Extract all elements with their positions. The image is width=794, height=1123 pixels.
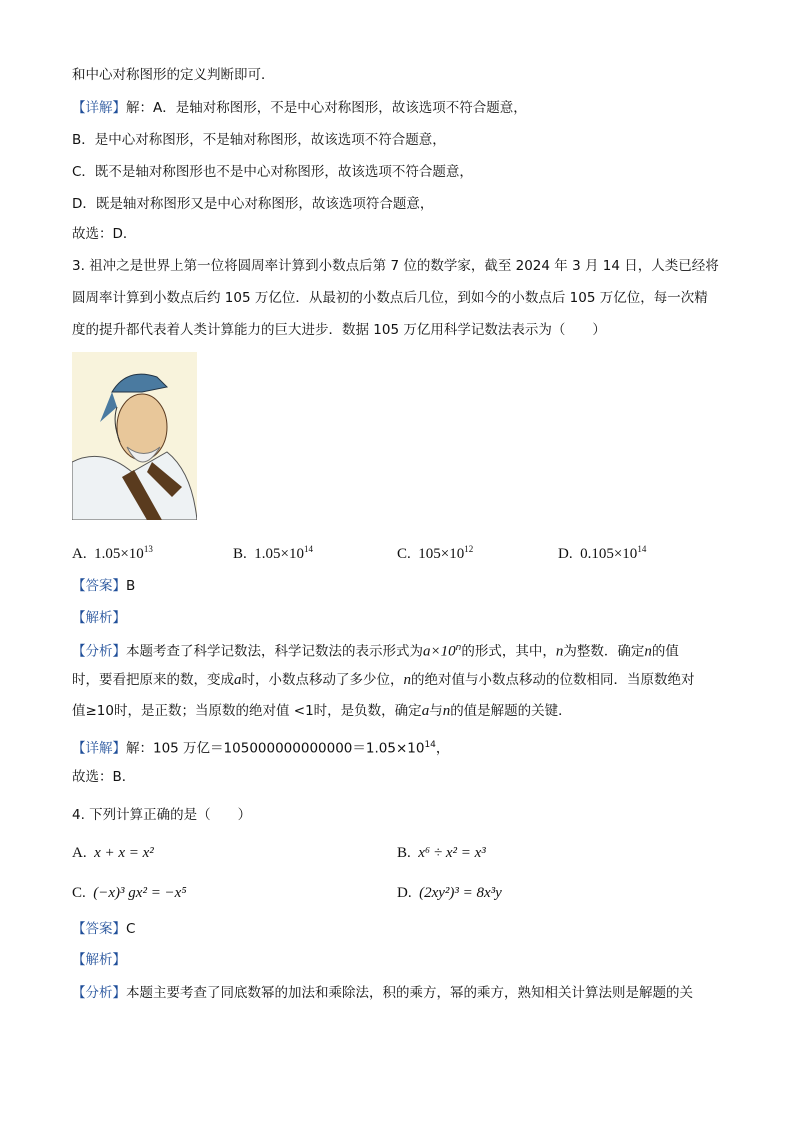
option-b[interactable] xyxy=(397,844,486,862)
text-line: D．既是轴对称图形又是中心对称图形，故该选项符合题意， xyxy=(72,196,434,212)
text: 的形式，其中， xyxy=(461,643,556,660)
option-a[interactable] xyxy=(72,844,154,862)
exponent: 14 xyxy=(303,544,313,554)
option-label: A. xyxy=(72,546,87,562)
text: 为整数．确定 xyxy=(563,643,645,660)
exponent: 12 xyxy=(464,544,474,554)
fenxi-tag: 【分析】 xyxy=(72,985,126,1001)
text: 本题主要考查了同底数幂的加法和乘除法，积的乘方，幂的乘方，熟知相关计算法则是解题的关 xyxy=(126,985,693,1001)
detail-line xyxy=(72,99,527,117)
text-line: B．是中心对称图形，不是轴对称图形，故该选项不符合题意， xyxy=(72,132,446,148)
analysis-line xyxy=(72,671,695,689)
option-label: D. xyxy=(558,546,573,562)
text: 的值是解题的关键． xyxy=(450,703,572,719)
text: 值≥10时，是正数；当原数的绝对值 <1时，是负数，确定 xyxy=(72,703,422,719)
answer-value: B xyxy=(126,578,136,594)
text: 解：105 万亿＝105000000000000＝1.05×10 xyxy=(126,740,425,757)
analysis-line xyxy=(72,984,693,1002)
q4-answer xyxy=(72,920,135,938)
exponent: 13 xyxy=(143,544,153,554)
option-label: C. xyxy=(72,885,86,901)
var: a xyxy=(421,703,430,719)
q3-answer xyxy=(72,577,135,595)
var: n xyxy=(644,643,652,660)
detail-tag: 【详解】 xyxy=(72,100,126,116)
detail-tag: 【详解】 xyxy=(72,740,126,757)
option-label: B. xyxy=(397,845,411,861)
option-value: (2xy²)³ = 8x³y xyxy=(419,885,502,901)
formula: a×10 xyxy=(423,643,456,660)
option-label: B. xyxy=(233,546,247,562)
answer-tag: 【答案】 xyxy=(72,921,126,937)
detail-line xyxy=(72,736,449,758)
option-value: 105×10 xyxy=(418,546,465,562)
text: ， xyxy=(435,740,450,757)
answer-tag: 【答案】 xyxy=(72,578,126,594)
q3-stem: 圆周率计算到小数点后约 105 万亿位．从最初的小数点后几位，到如今的小数点后 105 万亿位，每一次精 xyxy=(72,290,708,306)
analysis-tag: 【解析】 xyxy=(72,952,126,968)
exponent: 14 xyxy=(637,544,647,554)
option-c[interactable] xyxy=(397,540,473,563)
q3-stem: 3. 祖冲之是世界上第一位将圆周率计算到小数点后第 7 位的数学家，截至 2024 年 3 月 14 日，人类已经将 xyxy=(72,258,719,274)
option-value: x + x = x² xyxy=(94,845,154,861)
analysis-line xyxy=(72,702,572,720)
option-value: (−x)³ gx² = −x⁵ xyxy=(93,885,187,901)
text: 本题考查了科学记数法，科学记数法的表示形式为 xyxy=(126,643,423,660)
analysis-line xyxy=(72,639,679,661)
option-value: 1.05×10 xyxy=(94,546,144,562)
answer-value: C xyxy=(126,921,136,937)
option-label: A. xyxy=(72,845,87,861)
choose-line: 故选：B． xyxy=(72,769,136,785)
var: n xyxy=(442,703,451,719)
var: n xyxy=(403,672,411,688)
text: 与 xyxy=(429,703,443,719)
analysis-tag: 【解析】 xyxy=(72,610,126,626)
option-b[interactable] xyxy=(233,540,313,563)
fenxi-tag: 【分析】 xyxy=(72,643,126,660)
text-line: C．既不是轴对称图形也不是中心对称图形，故该选项不符合题意， xyxy=(72,164,473,180)
option-d[interactable] xyxy=(397,884,502,902)
exponent: 14 xyxy=(424,740,436,750)
var: n xyxy=(555,643,564,660)
option-value: x⁶ ÷ x² = x³ xyxy=(418,845,486,861)
text: 的值 xyxy=(651,643,679,660)
q3-stem: 度的提升都代表着人类计算能力的巨大进步．数据 105 万亿用科学记数法表示为（ ） xyxy=(72,322,606,338)
option-d[interactable] xyxy=(558,540,646,563)
option-a[interactable] xyxy=(72,540,153,563)
exponent: n xyxy=(455,643,462,653)
option-label: D. xyxy=(397,885,412,901)
option-label: C. xyxy=(397,546,411,562)
q4-stem: 4. 下列计算正确的是（ ） xyxy=(72,807,252,823)
text: 的绝对值与小数点移动的位数相同．当原数绝对 xyxy=(411,672,695,688)
text-line: 故选：D． xyxy=(72,226,137,242)
text: 时，小数点移动了多少位， xyxy=(241,672,404,688)
text-line: 和中心对称图形的定义判断即可． xyxy=(72,67,275,83)
option-value: 1.05×10 xyxy=(254,546,304,562)
var: a xyxy=(234,672,242,688)
option-c[interactable] xyxy=(72,884,187,902)
text: 时，要看把原来的数，变成 xyxy=(72,672,234,688)
zu-chongzhi-portrait xyxy=(72,352,197,520)
text: 解：A．是轴对称图形，不是中心对称图形，故该选项不符合题意， xyxy=(126,100,527,116)
option-value: 0.105×10 xyxy=(580,546,638,562)
